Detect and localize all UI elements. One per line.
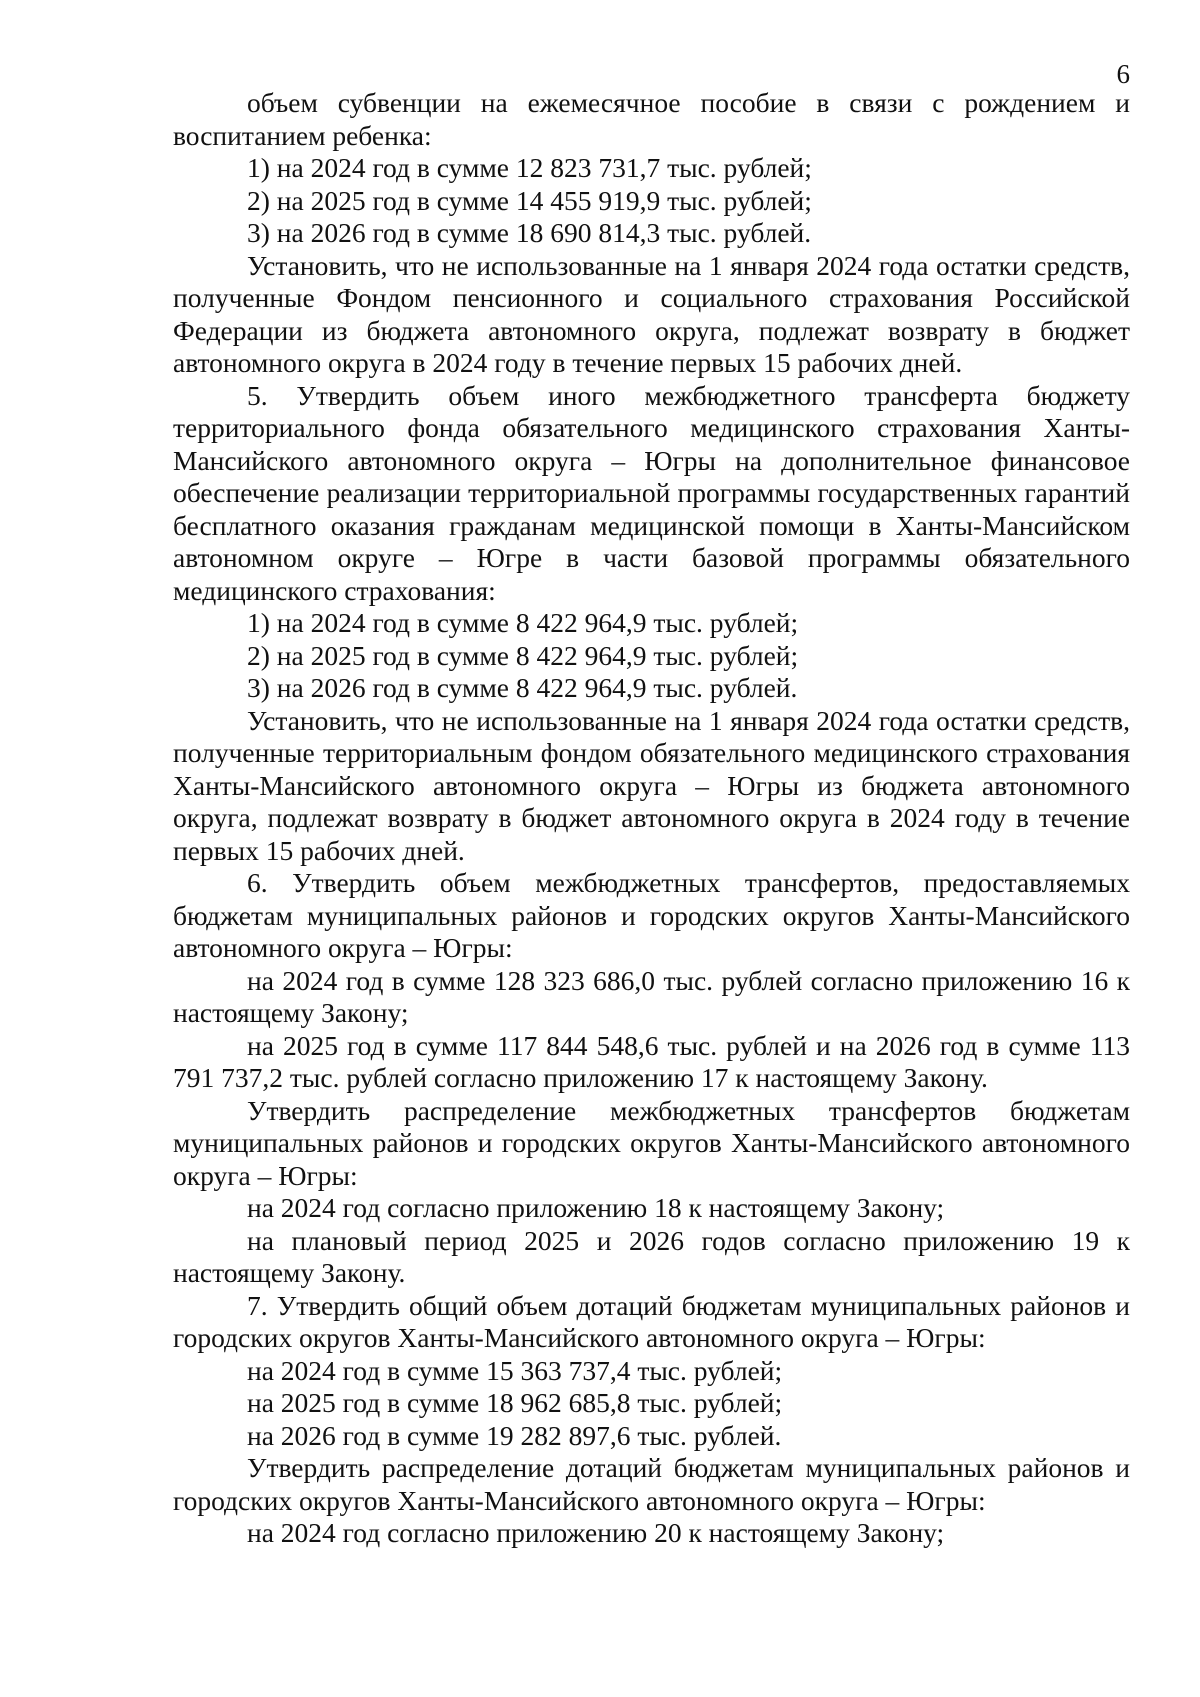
paragraph-health-fund-balances: Установить, что не использованные на 1 января 2024 года остатки средств, полученные территориальным фондом обязательного медицинского страхования Ханты-Мансийского автономного округа – Югры из бюджета автономного округа, подлежат возврату в бюджет автономного округа в 2024 году в течение первых 15 рабочих дней.: [173, 704, 1130, 866]
paragraph-item-7: 7. Утвердить общий объем дотаций бюджетам муниципальных районов и городских округов Ханты-Мансийского автономного округа – Югры:: [173, 1289, 1130, 1353]
paragraph-subsidy-distribution: Утвердить распределение дотаций бюджетам муниципальных районов и городских округов Ханты-Мансийского автономного округа – Югры:: [173, 1452, 1130, 1516]
list-item-2025-2026-intergov-transfers: на 2025 год в сумме 117 844 548,6 тыс. рублей и на 2026 год в сумме 113 791 737,2 тыс. рублей согласно приложению 17 к настоящему Закону.: [173, 1029, 1130, 1093]
list-item-2026-subsidies: на 2026 год в сумме 19 282 897,6 тыс. рублей.: [247, 1419, 782, 1451]
paragraph-pension-fund-balances: Установить, что не использованные на 1 января 2024 года остатки средств, полученные Фондом пенсионного и социального страхования Российской Федерации из бюджета автономного округа, подлежат возврату в бюджет автономного округа в 2024 году в течение первых 15 рабочих дней.: [173, 249, 1130, 378]
list-item-2024-intergov-transfers: на 2024 год в сумме 128 323 686,0 тыс. рублей согласно приложению 16 к настоящему Закону;: [173, 964, 1130, 1028]
paragraph-item-5: 5. Утвердить объем иного межбюджетного трансферта бюджету территориального фонда обязательного медицинского страхования Ханты-Мансийского автономного округа – Югры на дополнительное финансовое обеспечение реализации территориальной программы государственных гарантий бесплатного оказания гражданам медицинской помощи в Ханты-Мансийском автономном округе – Югре в части базовой программы обязательного медицинского страхования:: [173, 379, 1130, 606]
paragraph-item-6: 6. Утвердить объем межбюджетных трансфертов, предоставляемых бюджетам муниципальных районов и городских округов Ханты-Мансийского автономного округа – Югры:: [173, 867, 1130, 963]
page-number: 6: [1116, 59, 1130, 89]
list-item-2024-subsidies: на 2024 год в сумме 15 363 737,4 тыс. рублей;: [247, 1354, 783, 1386]
list-item-2024-distribution: на 2024 год согласно приложению 18 к настоящему Закону;: [247, 1192, 945, 1223]
list-item-2025-transfer: 2) на 2025 год в сумме 8 422 964,9 тыс. рублей;: [247, 639, 799, 671]
list-item-2026-transfer: 3) на 2026 год в сумме 8 422 964,9 тыс. рублей.: [247, 672, 798, 703]
list-item-2025-subsidies: на 2025 год в сумме 18 962 685,8 тыс. рублей;: [247, 1387, 783, 1418]
list-item-2025-subvention: 2) на 2025 год в сумме 14 455 919,9 тыс. рублей;: [247, 184, 812, 216]
paragraph-transfer-distribution: Утвердить распределение межбюджетных трансфертов бюджетам муниципальных районов и городских округов Ханты-Мансийского автономного округа – Югры:: [173, 1094, 1130, 1191]
list-item-2024-transfer: 1) на 2024 год в сумме 8 422 964,9 тыс. рублей;: [247, 607, 799, 638]
list-item-2024-subsidy-distribution: на 2024 год согласно приложению 20 к настоящему Закону;: [247, 1517, 945, 1548]
paragraph-subvention-intro: объем субвенции на ежемесячное пособие в связи с рождением и воспитанием ребенка:: [173, 87, 1130, 151]
list-item-2026-subvention: 3) на 2026 год в сумме 18 690 814,3 тыс. рублей.: [247, 217, 812, 248]
list-item-planning-period-distribution: на плановый период 2025 и 2026 годов согласно приложению 19 к настоящему Закону.: [173, 1224, 1130, 1288]
list-item-2024-subvention: 1) на 2024 год в сумме 12 823 731,7 тыс. рублей;: [247, 152, 812, 183]
document-body: [173, 87, 1130, 1550]
